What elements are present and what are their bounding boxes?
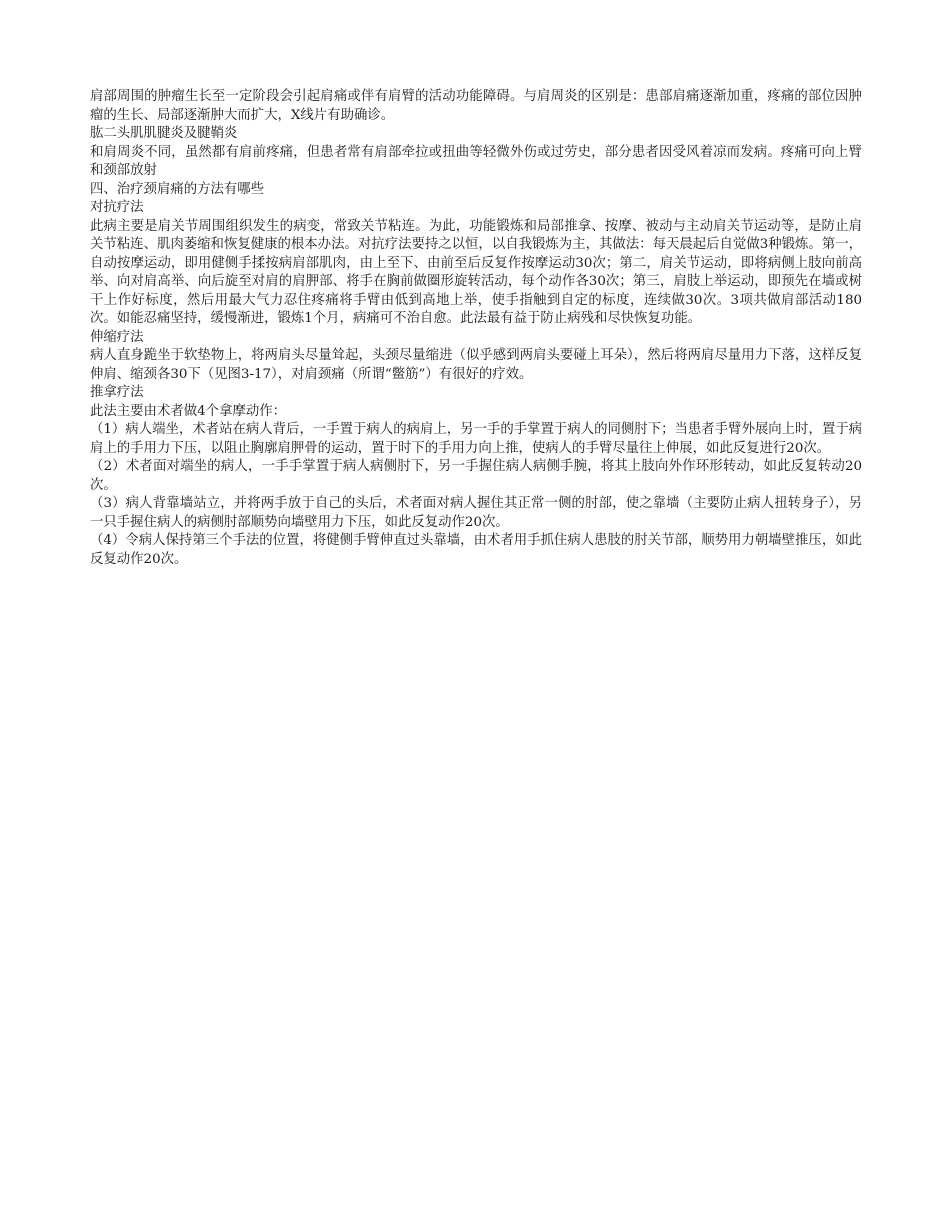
- document-body: [90, 88, 862, 569]
- heading-counter-therapy: 对抗疗法: [90, 200, 144, 215]
- stretch-therapy-paragraph: 病人直身跪坐于软垫物上，将两肩头尽量耸起，头颈尽量缩进（似乎感到两肩头要碰上耳朵），然后将两肩尽量用力下落，这样反复伸肩、缩颈各30下（见图3-17），对肩颈痛（所谓“鳖筋”）有很好的疗效。: [90, 348, 862, 382]
- heading-stretch-therapy: 伸缩疗法: [90, 329, 144, 345]
- biceps-paragraph: 和肩周炎不同，虽然都有肩前疼痛，但患者常有肩部牵拉或扭曲等轻微外伤或过劳史，部分患者因受风着凉而发病。疼痛可向上臂和颈部放射: [90, 144, 862, 178]
- massage-step-2: （2）术者面对端坐的病人，一手手掌置于病人病侧肘下，另一手握住病人病侧手腕，将其上肢向外作环形转动，如此反复转动20次。: [90, 459, 862, 493]
- heading-massage-therapy: 推拿疗法: [90, 385, 144, 400]
- counter-therapy-paragraph: 此病主要是肩关节周围组织发生的病变，常致关节粘连。为此，功能锻炼和局部推拿、按摩、被动与主动肩关节运动等，是防止肩关节粘连、肌肉萎缩和恢复健康的根本办法。对抗疗法要持之以恒，以自我锻炼为主，其做法：每天晨起后自觉做3种锻炼。第一，自动按摩运动，即用健侧手揉按病肩部肌肉，由上至下、由前至后反复作按摩运动30次；第二，肩关节运动，即将病侧上肢向前高举、向对肩高举、向后旋至对肩的肩胛部、将手在胸前做圈形旋转活动，每个动作各30次；第三，肩肢上举运动，即预先在墙或树干上作好标度，然后用最大气力忍住疼痛将手臂由低到高地上举，使手指触到自定的标度，连续做30次。3项共做肩部活动180次。如能忍痛坚持，缓慢渐进，锻炼1个月，病痛可不治自愈。此法最有益于防止病残和尽快恢复功能。: [90, 218, 862, 326]
- intro-paragraph: 肩部周围的肿瘤生长至一定阶段会引起肩痛或伴有肩臂的活动功能障碍。与肩周炎的区别是：患部肩痛逐渐加重，疼痛的部位因肿瘤的生长、局部逐渐肿大而扩大，X线片有助确诊。: [90, 89, 862, 123]
- massage-intro-paragraph: 此法主要由术者做4个拿摩动作：: [90, 403, 286, 419]
- massage-step-4: （4）令病人保持第三个手法的位置，将健侧手臂伸直过头靠墙，由术者用手抓住病人患肢的肘关节部，顺势用力朝墙壁推压，如此反复动作20次。: [90, 533, 862, 567]
- heading-biceps-tenosynovitis: 肱二头肌肌腱炎及腱鞘炎: [90, 126, 238, 141]
- heading-section-four: 四、治疗颈肩痛的方法有哪些: [90, 181, 265, 197]
- massage-step-1: （1）病人端坐，术者站在病人背后，一手置于病人的病肩上，另一手的手掌置于病人的同侧肘下；当患者手臂外展向上时，置于病肩上的手用力下压，以阻止胸廓肩胛骨的运动，置于时下的手用力向上推，使病人的手臂尽量往上伸展，如此反复进行20次。: [90, 422, 862, 456]
- massage-step-3: （3）病人背靠墙站立，并将两手放于自己的头后，术者面对病人握住其正常一侧的肘部，使之靠墙（主要防止病人扭转身子），另一只手握住病人的病侧肘部顺势向墙壁用力下压，如此反复动作20次。: [90, 496, 862, 530]
